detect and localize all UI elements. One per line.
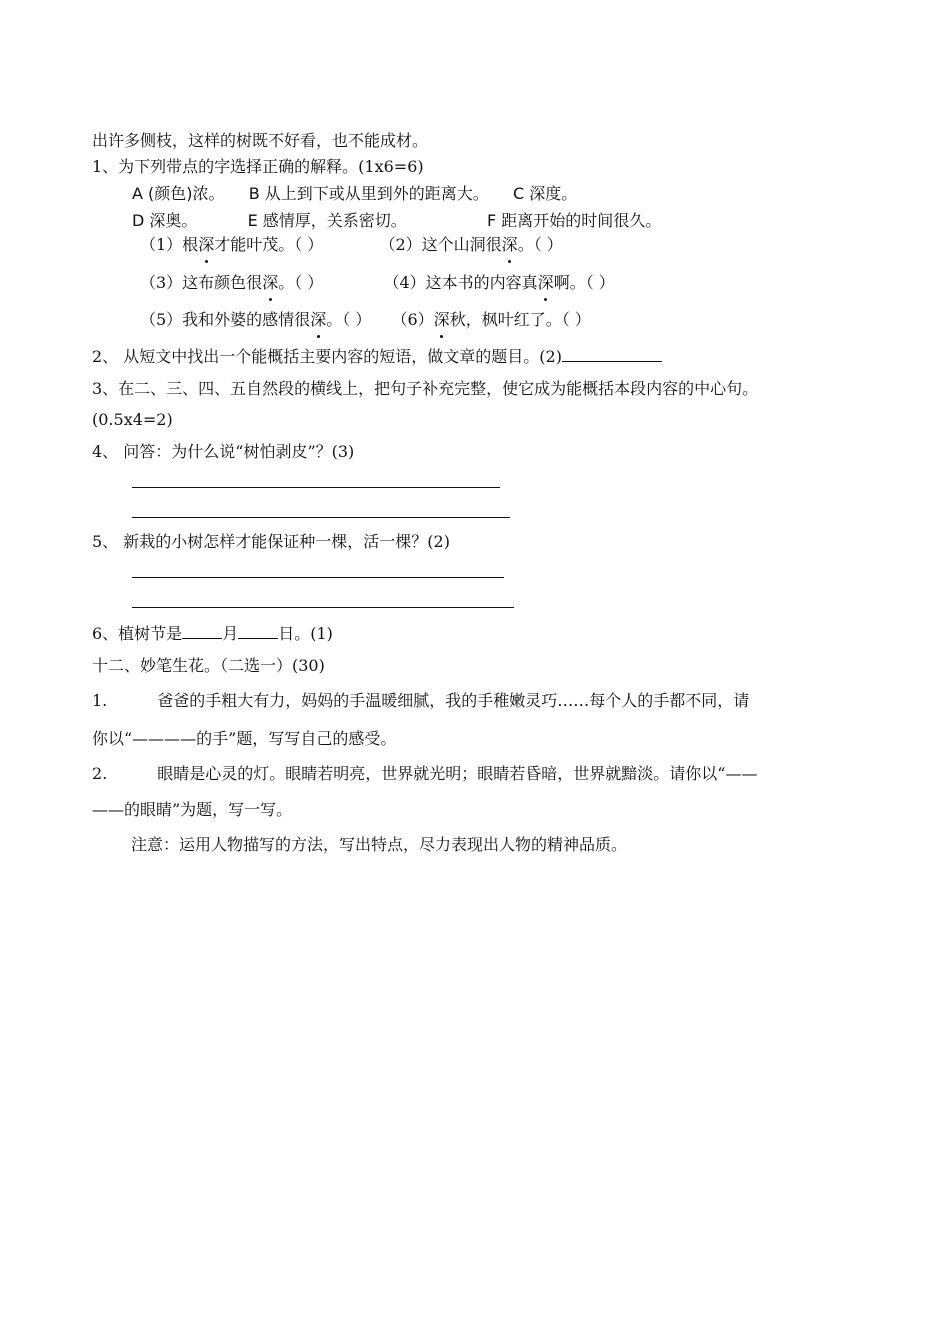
q1-item-2: （2）这个山洞很深。（ ） xyxy=(379,235,563,254)
writing-prompt-2-line-2: ——的眼睛”为题，写一写。 xyxy=(92,800,293,819)
intro-line: 出许多侧枝，这样的树既不好看，也不能成材。 xyxy=(92,131,429,150)
dotted-character: 深 xyxy=(262,273,279,292)
question-5: 5、 新栽的小树怎样才能保证种一棵，活一棵？(2) xyxy=(92,532,450,551)
question-3-line-1: 3、在二、三、四、五自然段的横线上，把句子补充完整，使它成为能概括本段内容的中心句。 xyxy=(92,379,759,398)
day-blank[interactable] xyxy=(238,622,278,639)
option-a: A (颜色)浓。 xyxy=(132,184,225,203)
answer-line[interactable] xyxy=(132,517,510,518)
month-blank[interactable] xyxy=(182,622,222,639)
writing-prompt-1-line-1: 1. 爸爸的手粗大有力，妈妈的手温暖细腻，我的手稚嫩灵巧……每个人的手都不同，请 xyxy=(92,691,750,710)
question-3-line-2: (0.5x4=2) xyxy=(92,410,173,429)
option-f: F 距离开始的时间很久。 xyxy=(487,211,662,230)
dotted-character: 深 xyxy=(433,310,450,329)
q1-item-3: （3）这布颜色很深。（ ） xyxy=(140,273,324,292)
question-4: 4、 问答：为什么说“树怕剥皮”？(3) xyxy=(92,442,355,461)
answer-line[interactable] xyxy=(132,607,514,608)
option-b: B 从上到下或从里到外的距离大。 xyxy=(248,184,489,203)
q1-items-row-1 xyxy=(140,234,563,256)
dotted-character: 深 xyxy=(537,273,554,292)
q1-options-row-2 xyxy=(132,210,661,232)
dotted-character: 深 xyxy=(501,235,518,254)
question-2: 2、 从短文中找出一个能概括主要内容的短语，做文章的题目。(2) xyxy=(92,345,662,368)
option-c: C 深度。 xyxy=(512,184,578,203)
writing-prompt-2-line-1: 2. 眼睛是心灵的灯。眼睛若明亮，世界就光明；眼睛若昏暗，世界就黯淡。请你以“—— xyxy=(92,764,758,783)
writing-note: 注意：运用人物描写的方法，写出特点，尽力表现出人物的精神品质。 xyxy=(131,835,628,854)
answer-line[interactable] xyxy=(132,487,500,488)
q1-item-6: （6）深秋，枫叶红了。（ ） xyxy=(391,310,591,329)
q1-items-row-2 xyxy=(140,272,615,294)
dotted-character: 深 xyxy=(310,310,327,329)
q1-item-1: （1）根深才能叶茂。（ ） xyxy=(140,235,324,254)
question-1-title: 1、为下列带点的字选择正确的解释。(1x6=6) xyxy=(92,157,424,176)
q1-items-row-3 xyxy=(140,309,591,331)
q1-options-row-1 xyxy=(132,183,577,205)
writing-prompt-1-line-2: 你以“————的手”题，写写自己的感受。 xyxy=(92,729,397,748)
answer-blank[interactable] xyxy=(562,345,662,362)
option-e: E 感情厚，关系密切。 xyxy=(247,211,407,230)
question-6: 6、植树节是 月 日。(1) xyxy=(92,624,333,643)
option-d: D 深奥。 xyxy=(132,211,198,230)
section-12-title: 十二、妙笔生花。（二选一）(30) xyxy=(92,656,325,675)
q1-item-5: （5）我和外婆的感情很深。（ ） xyxy=(140,310,372,329)
q1-item-4: （4）这本书的内容真深啊。（ ） xyxy=(383,273,615,292)
answer-line[interactable] xyxy=(132,577,504,578)
dotted-character: 深 xyxy=(198,235,215,254)
